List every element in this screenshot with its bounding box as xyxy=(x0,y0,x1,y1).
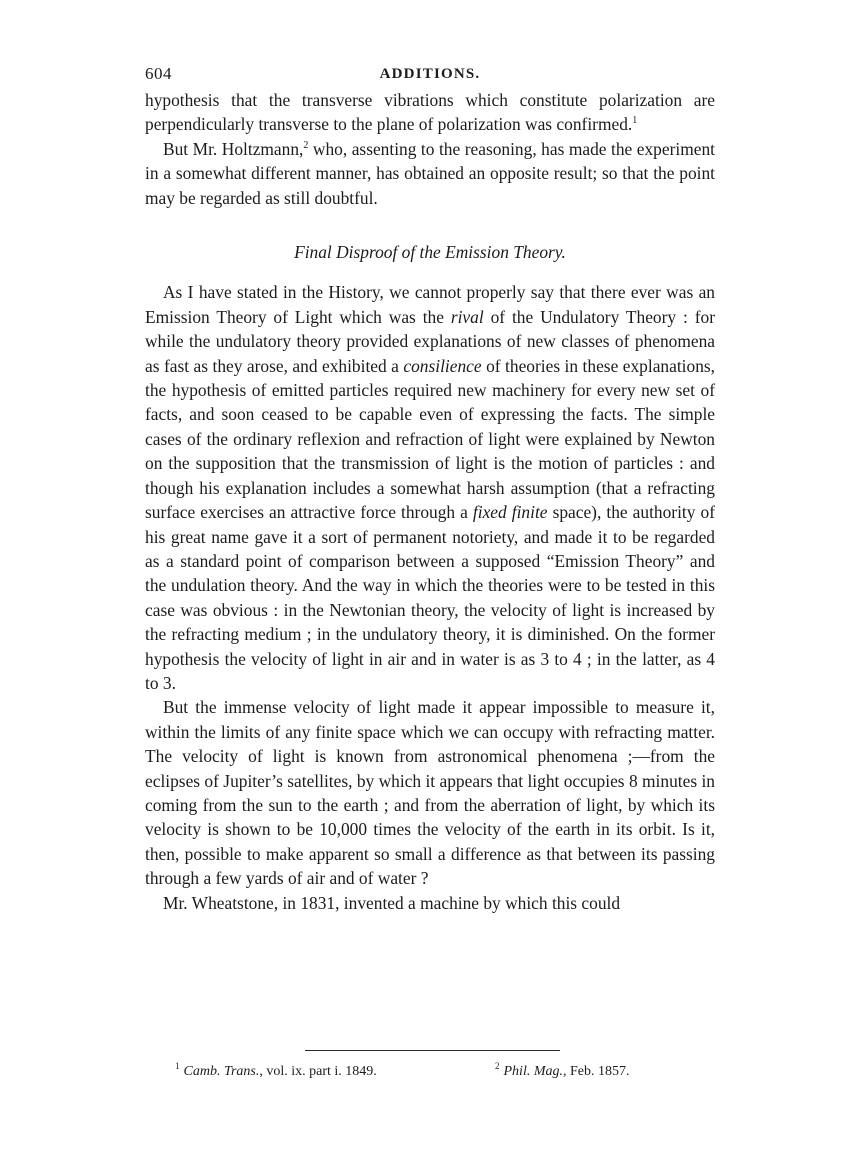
section-heading: Final Disproof of the Emission Theory. xyxy=(294,242,566,263)
paragraph-2 xyxy=(145,137,715,210)
paragraph-3-part-b: of the Undulatory Theory : for while the undulatory theory provided explanations of new classes of phenomena as fast as they arose, and exhibited a xyxy=(145,306,715,376)
page-number: 604 xyxy=(145,64,172,83)
paragraph-4: But the immense velocity of light made it appear impossible to measure it, within the limits of any finite space which we can occupy with refracting matter. The velocity of light is known from astronomical phenomena ;—from the eclipses of Jupiter’s satellites, by which it appears that light occupies 8 minutes in coming from the sun to the earth ; and from the aberration of light, by which its velocity is shown to be 10,000 times the velocity of the earth in its orbit. Is it, then, possible to make apparent so small a difference as that between its passing through a few yards of air and of water ? xyxy=(145,697,715,889)
running-head xyxy=(145,58,715,88)
footnote-2-mark: 2 xyxy=(495,1061,500,1071)
paragraph-2-start: But Mr. Holtzmann, xyxy=(163,138,304,159)
footnote-1-source: Camb. Trans. xyxy=(183,1064,260,1079)
paragraph-3-part-d: space), the authority of his great name gave it a sort of permanent notoriety, and made it to be regarded as a standard point of comparison between a supposed “Emission Theory” and the undulation theory. And the way in which the theories were to be tested in this case was obvious : in the Newtonian theory, the velocity of light is increased by the refracting medium ; in the undulatory theory, it is diminished. On the former hypothesis the velocity of light in air and in water is as 3 to 4 ; in the latter, as 4 to 3. xyxy=(145,502,715,693)
running-title: ADDITIONS. xyxy=(379,66,481,82)
footnote-1 xyxy=(175,1061,377,1080)
footnote-2 xyxy=(495,1061,630,1080)
paragraph-5: Mr. Wheatstone, in 1831, invented a machine by which this could xyxy=(163,892,621,913)
paragraph-3 xyxy=(145,280,715,695)
footnote-1-detail: , vol. ix. part i. 1849. xyxy=(259,1064,377,1079)
paragraph-3-part-c: of theories in these explanations, the hypothesis of emitted particles required new machinery for every new set of facts, and soon ceased to be capable even of expressing the facts. The simple cases of the ordinary reflexion and refraction of light were explained by Newton on the supposition that the transmission of light is the motion of particles : and though his explanation includes a somewhat harsh assumption (that a refracting surface exercises an attractive force through a xyxy=(145,355,716,523)
footnote-2-source: Phil. Mag. xyxy=(503,1064,563,1079)
page-content xyxy=(145,58,715,915)
paragraph-1 xyxy=(145,88,715,137)
footnote-1-mark: 1 xyxy=(175,1061,180,1071)
paragraph-1-text: hypothesis that the transverse vibrations which constitute polarization are perpendicularly transverse to the plane of polarization was confirmed. xyxy=(145,90,715,135)
footnote-ref-2: 2 xyxy=(303,139,309,151)
footnote-2-detail: , Feb. 1857. xyxy=(563,1064,630,1079)
paragraph-3-part-a: As I have stated in the History, we cannot properly say that there ever was an Emission Theory of Light which was the xyxy=(145,282,715,327)
paragraph-2-rest: who, assenting to the reasoning, has made the experiment in a somewhat different manner, has obtained an opposite result; so that the point may be regarded as still doubtful. xyxy=(145,138,715,208)
footnote-rule xyxy=(305,1050,560,1051)
emphasis-fixed-finite: fixed finite xyxy=(472,502,548,523)
emphasis-consilience: consilience xyxy=(403,355,482,376)
footnote-ref-1: 1 xyxy=(632,115,638,127)
emphasis-rival: rival xyxy=(450,306,484,327)
